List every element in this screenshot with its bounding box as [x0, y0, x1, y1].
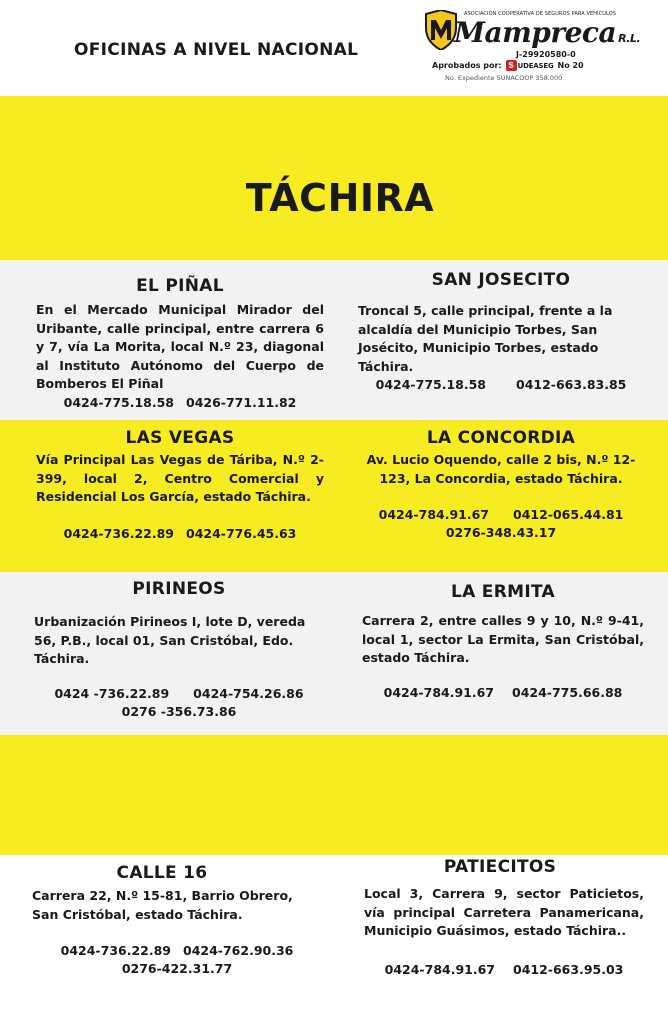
office-phones — [32, 942, 322, 978]
logo-wordmark: Mampreca R.L. — [454, 16, 641, 49]
page-title: OFICINAS A NIVEL NACIONAL — [74, 40, 359, 60]
office-name: PATIECITOS — [443, 857, 557, 877]
office-address: Local 3, Carrera 9, sector Paticietos, vía principal Carretera Panamericana, Municipio Guásimos, estado Táchira.. — [364, 886, 644, 938]
office-address: En el Mercado Municipal Mirador del Uribante, calle principal, entre carrera 6 y 7, vía La Morita, local N.º 23, diagonal al Instituto Autónomo del Cuerpo de Bomberos El Piñal — [36, 302, 324, 391]
approved-label: Aprobados por: — [432, 61, 502, 70]
mampreca-logo — [424, 8, 641, 60]
phone-number: 0424-784.91.67 — [383, 684, 494, 700]
office-card-san-josecito — [358, 270, 644, 394]
phone-number: 0424-736.22.89 — [60, 943, 171, 958]
office-phones — [358, 376, 644, 394]
office-phones — [36, 394, 324, 412]
phone-number: 0424-775.66.88 — [512, 684, 623, 700]
phone-number: 0424-776.45.63 — [186, 525, 297, 541]
office-address: Vía Principal Las Vegas de Táriba, N.º 2-399, local 2, Centro Comercial y Residencial Los García, estado Táchira. — [36, 452, 324, 504]
phone-number: 0412-663.95.03 — [513, 961, 624, 977]
spacer-band — [0, 735, 668, 855]
expediente-number: No. Expediente SUNACOOP 358.000 — [445, 74, 563, 82]
sudeaseg-badge: S UDEASEG — [506, 60, 554, 71]
phone-number: 0276 -356.73.86 — [121, 703, 237, 719]
phone-number: 0424-775.18.58 — [375, 377, 486, 392]
office-address: Carrera 22, N.º 15-81, Barrio Obrero, San Cristóbal, estado Táchira. — [32, 888, 293, 922]
phone-number: 0276-422.31.77 — [121, 961, 233, 976]
office-phones — [36, 525, 324, 543]
approved-line — [432, 60, 584, 71]
office-card-el-pinal — [36, 276, 324, 412]
office-address: Troncal 5, calle principal, frente a la alcaldía del Municipio Torbes, San Josécito, Municipio Torbes, estado Táchira. — [358, 303, 613, 374]
office-phones — [34, 685, 324, 721]
office-card-la-ermita — [362, 582, 644, 702]
office-phones — [358, 506, 644, 542]
phone-number: 0426-771.11.82 — [186, 394, 297, 410]
office-address: Carrera 2, entre calles 9 y 10, N.º 9-41, local 1, sector La Ermita, San Cristóbal, estado Táchira. — [362, 613, 644, 665]
logo-rif: J-29920580-0 — [516, 50, 576, 59]
office-card-patiecitos — [364, 857, 644, 979]
office-name: EL PIÑAL — [136, 276, 224, 296]
office-name: CALLE 16 — [116, 863, 208, 883]
page-header — [0, 0, 668, 96]
office-name: PIRINEOS — [132, 579, 226, 599]
office-name: SAN JOSECITO — [431, 270, 571, 290]
approved-number: No 20 — [557, 61, 584, 70]
phone-number: 0412-663.83.85 — [516, 377, 627, 392]
office-phones — [364, 961, 644, 979]
office-name: LAS VEGAS — [125, 428, 235, 448]
phone-number: 0424-762.90.36 — [183, 943, 294, 958]
office-card-calle-16 — [32, 863, 322, 978]
office-card-pirineos — [34, 579, 324, 721]
phone-number: 0424-784.91.67 — [378, 507, 489, 522]
logo-tagline: ASOCIACIÓN COOPERATIVA DE SEGUROS PARA VEHÍCULOS — [464, 11, 617, 17]
phone-number: 0276-348.43.17 — [445, 525, 557, 540]
phone-number: 0412-065.44.81 — [513, 507, 624, 522]
phone-number: 0424-775.18.58 — [63, 394, 174, 410]
office-name: LA CONCORDIA — [426, 428, 576, 448]
office-card-la-concordia — [358, 428, 644, 542]
office-address: Av. Lucio Oquendo, calle 2 bis, N.º 12-123, La Concordia, estado Táchira. — [366, 452, 636, 486]
office-name: LA ERMITA — [451, 582, 555, 602]
phone-number: 0424-736.22.89 — [63, 525, 174, 541]
office-card-las-vegas — [36, 428, 324, 543]
region-title: TÁCHIRA — [245, 176, 435, 220]
phone-number: 0424-754.26.86 — [193, 685, 304, 701]
phone-number: 0424-784.91.67 — [384, 961, 495, 977]
sudeaseg-icon: S — [506, 60, 517, 71]
office-phones — [362, 684, 644, 702]
office-address: Urbanización Pirineos I, lote D, vereda 56, P.B., local 01, San Cristóbal, Edo. Táchira. — [34, 614, 306, 666]
phone-number: 0424 -736.22.89 — [54, 685, 170, 701]
shield-logo-icon — [424, 10, 458, 50]
